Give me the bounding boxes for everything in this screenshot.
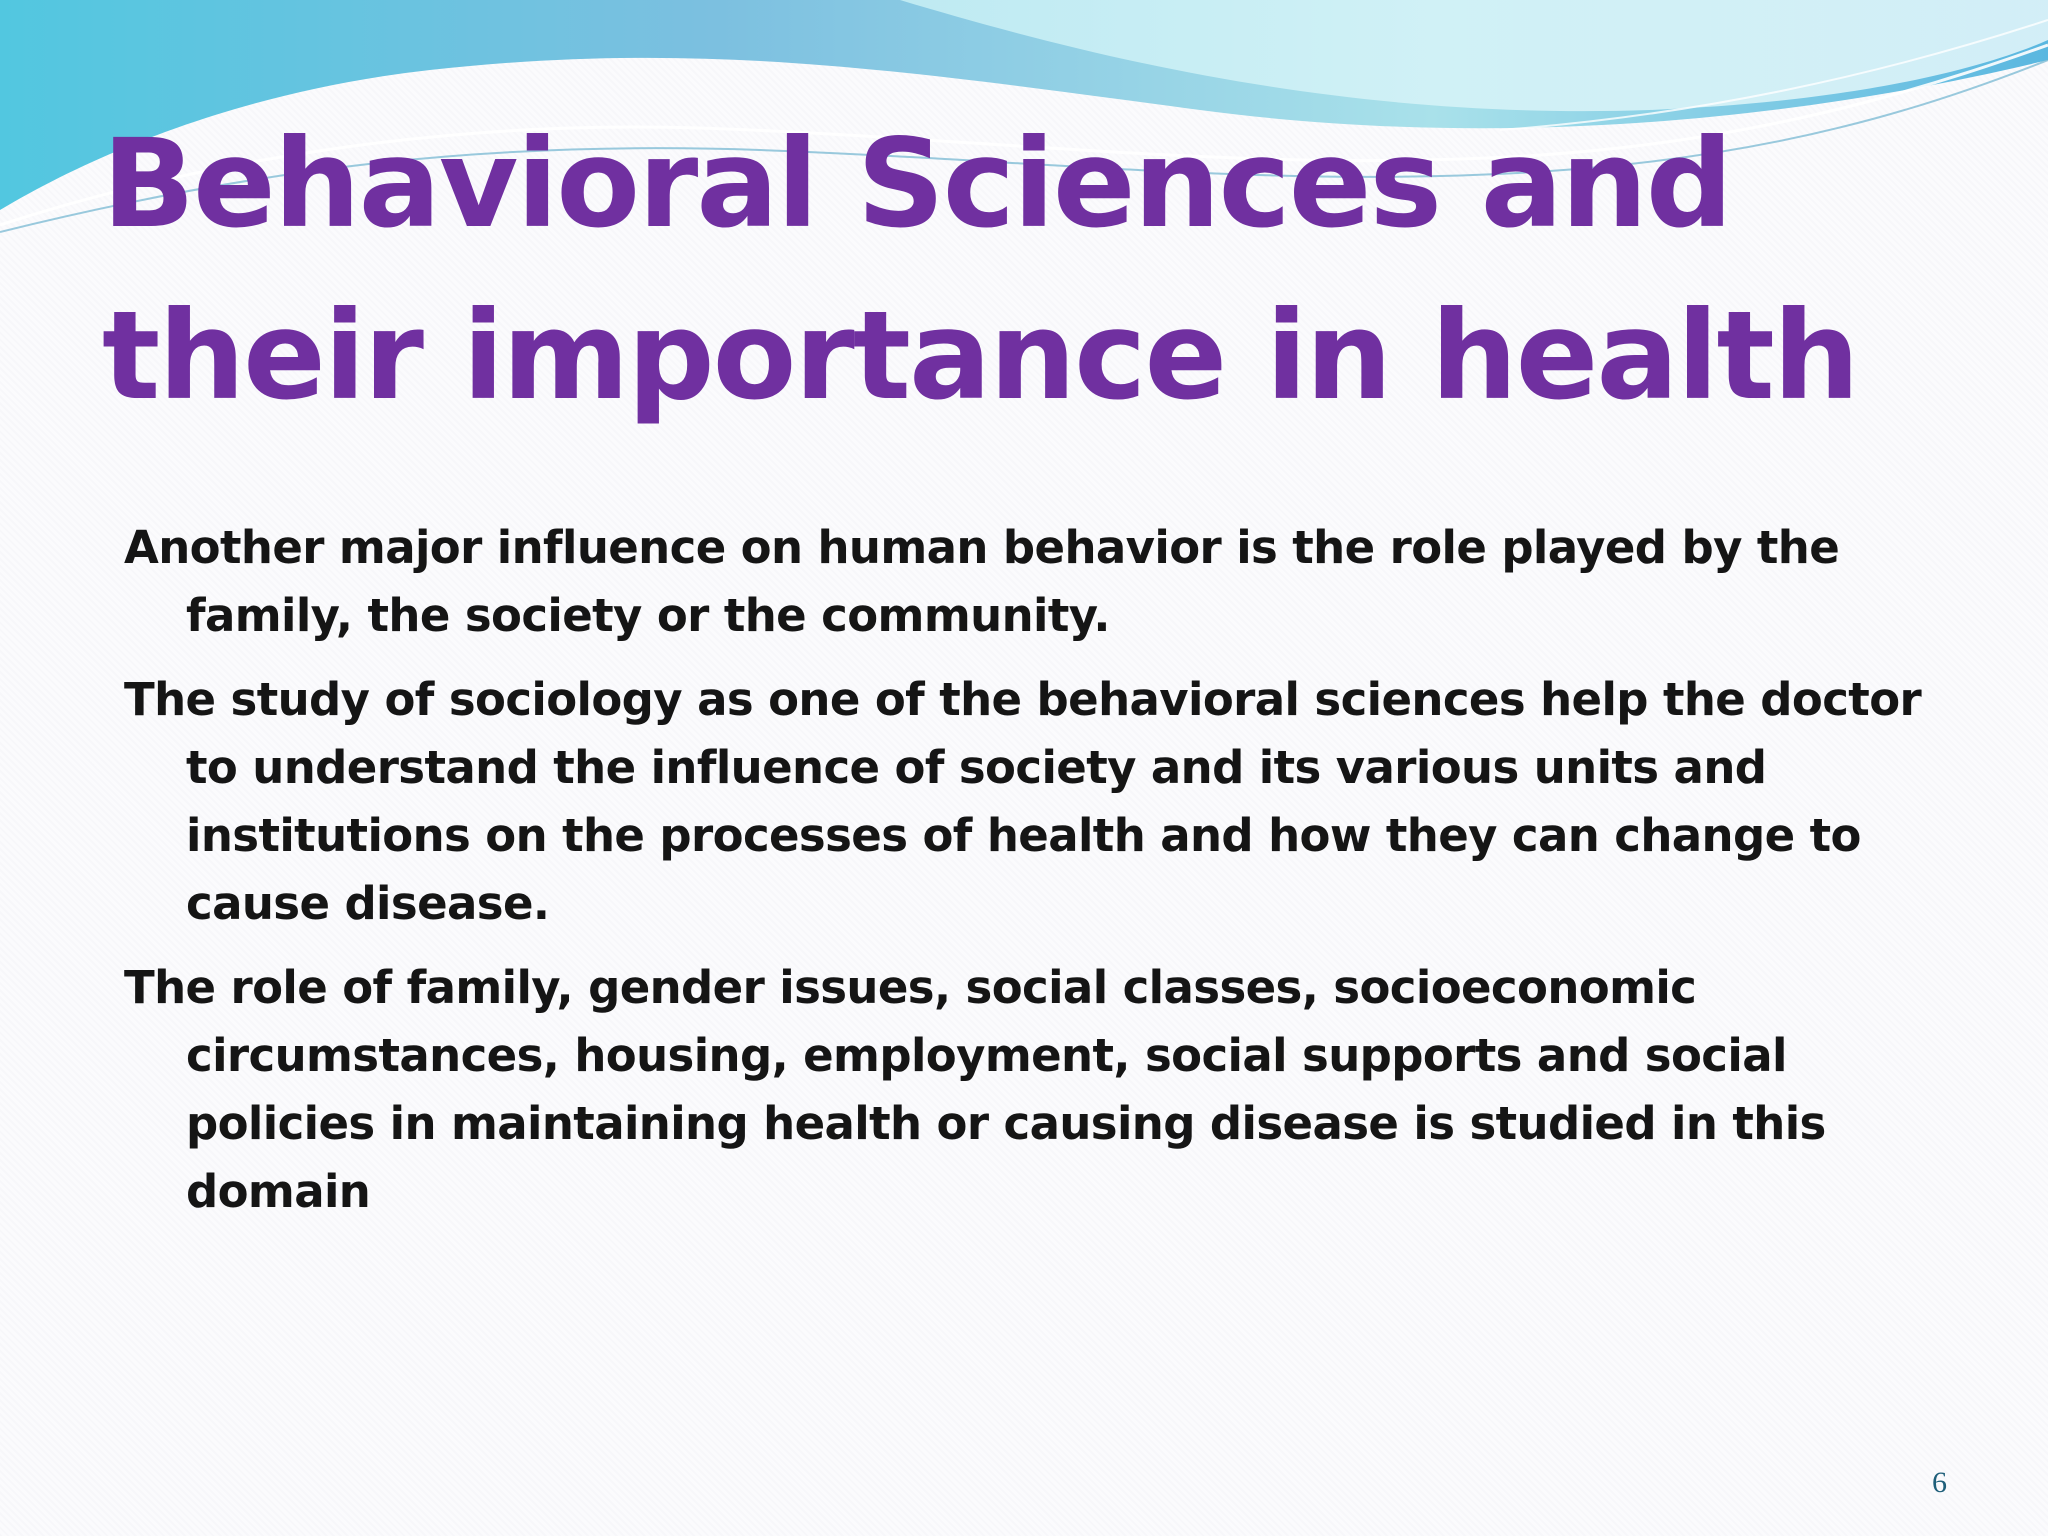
paragraph-sociology-study: The study of sociology as one of the behavioral sciences help the doctor to understand the influence of society and its various units and institutions on the processes of health and how they can change to cause disease. (124, 673, 1922, 930)
page-number: 6 (1932, 1466, 1947, 1499)
slide-title: Behavioral Sciences and their importance in health (102, 113, 1858, 427)
paragraph-social-factors: The role of family, gender issues, social classes, socioeconomic circumstances, housing, employment, social supports and social policies in maintaining health or causing disease is studied in this domain (124, 961, 1826, 1218)
paragraph-family-influence: Another major influence on human behavior is the role played by the family, the society or the community. (124, 521, 1840, 642)
body-text (124, 514, 1964, 1242)
